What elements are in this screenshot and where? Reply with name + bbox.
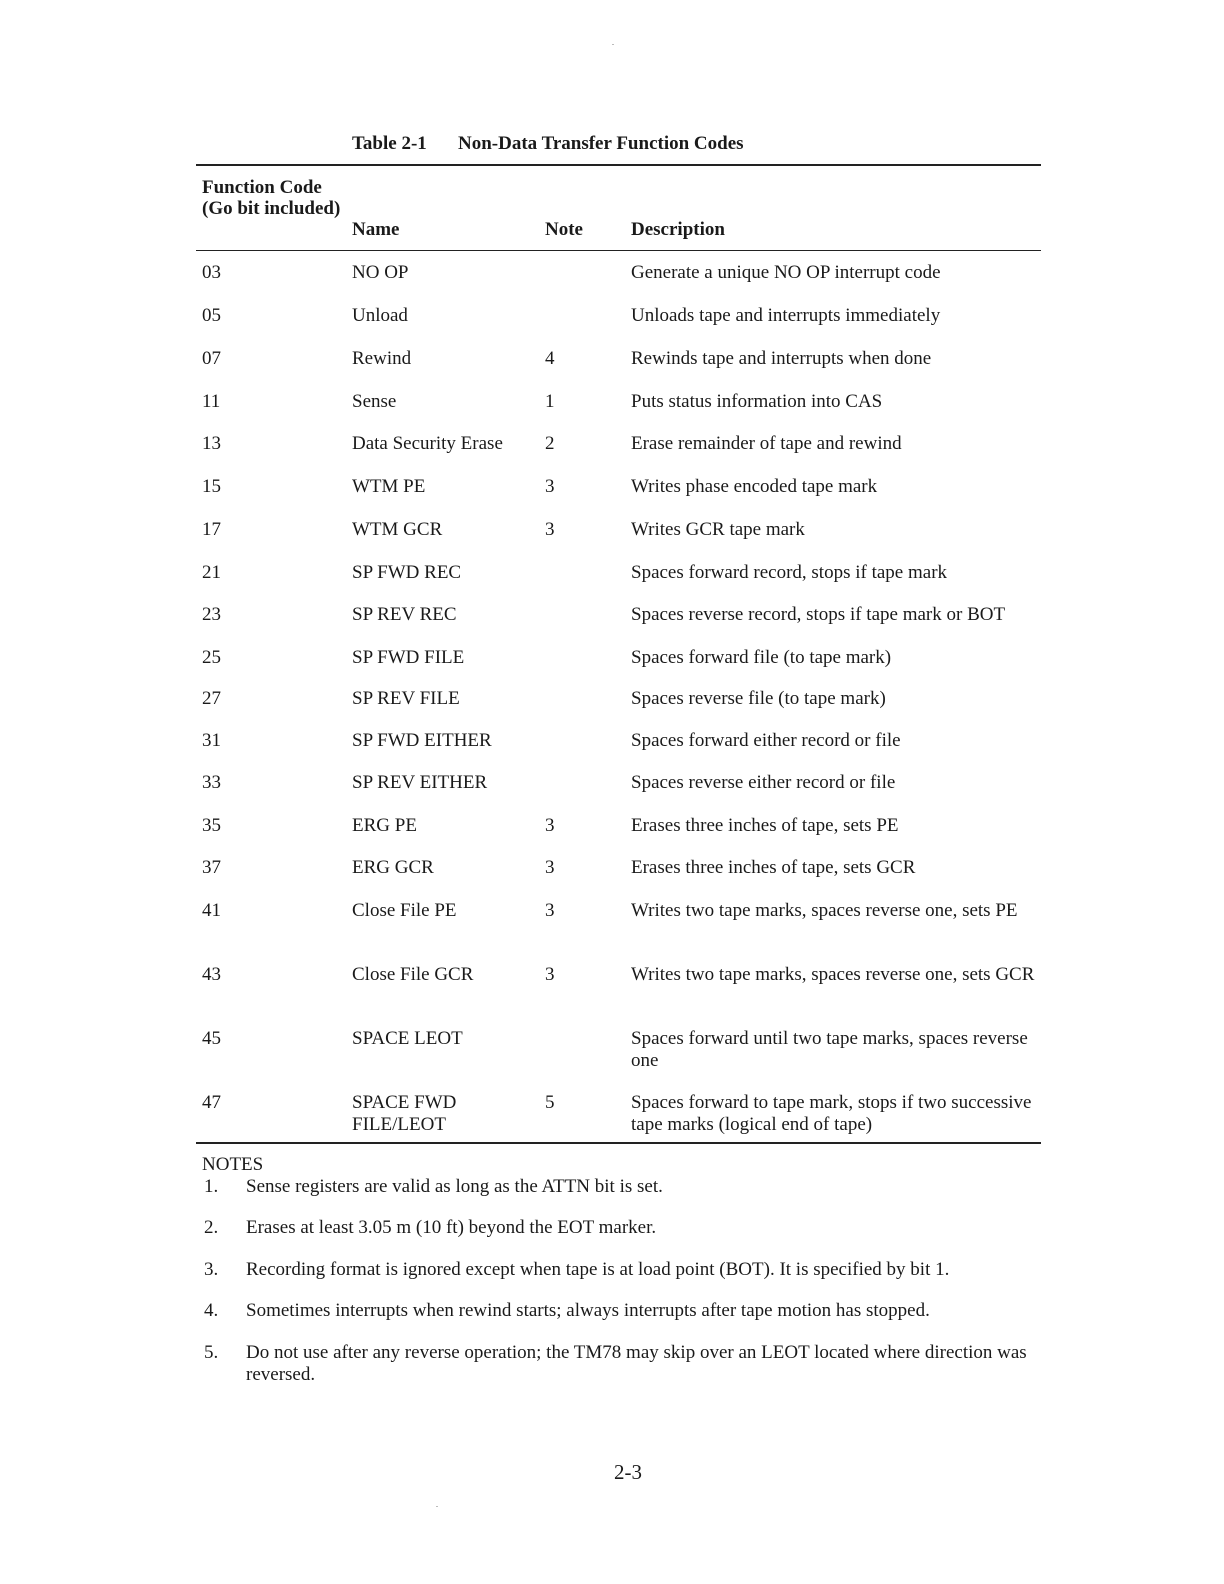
scan-speck [612, 44, 614, 45]
table-bottom-rule [196, 1142, 1041, 1144]
note-number: 4. [204, 1300, 219, 1321]
function-code-cell: 07 [202, 348, 221, 369]
name-cell: SP FWD FILE [352, 647, 465, 668]
name-cell: Unload [352, 305, 408, 326]
note-text: Recording format is ignored except when tape is at load point (BOT). It is specified by bit 1. [246, 1259, 950, 1280]
function-code-cell: 35 [202, 815, 221, 836]
function-code-cell: 25 [202, 647, 221, 668]
function-code-cell: 03 [202, 262, 221, 283]
note-cell: 3 [545, 519, 555, 540]
description-cell: Writes GCR tape mark [631, 519, 805, 540]
name-cell: ERG PE [352, 815, 417, 836]
name-cell: Data Security Erase [352, 433, 503, 454]
description-cell: Writes two tape marks, spaces reverse one, sets GCR [631, 964, 1035, 985]
description-cell: Rewinds tape and interrupts when done [631, 348, 932, 369]
name-cell: WTM PE [352, 476, 426, 497]
name-cell: SPACE LEOT [352, 1028, 463, 1049]
function-code-cell: 21 [202, 562, 221, 583]
note-cell: 2 [545, 433, 555, 454]
description-cell: Writes phase encoded tape mark [631, 476, 878, 497]
notes-title: NOTES [202, 1154, 264, 1175]
description-cell: Writes two tape marks, spaces reverse one, sets PE [631, 900, 1018, 921]
function-code-cell: 17 [202, 519, 221, 540]
name-cell: SPACE FWD FILE/LEOT [352, 1092, 457, 1135]
table-caption-title: Non-Data Transfer Function Codes [458, 133, 744, 154]
note-number: 3. [204, 1259, 219, 1280]
name-cell: WTM GCR [352, 519, 443, 540]
description-cell: Erase remainder of tape and rewind [631, 433, 902, 454]
description-cell: Spaces forward to tape mark, stops if two successive tape marks (logical end of tape) [631, 1092, 1032, 1135]
function-code-cell: 41 [202, 900, 221, 921]
description-cell: Puts status information into CAS [631, 391, 883, 412]
function-code-cell: 43 [202, 964, 221, 985]
name-cell: SP FWD REC [352, 562, 462, 583]
function-code-cell: 23 [202, 604, 221, 625]
description-cell: Spaces reverse record, stops if tape mark or BOT [631, 604, 1006, 625]
description-cell: Spaces forward file (to tape mark) [631, 647, 892, 668]
function-code-cell: 47 [202, 1092, 221, 1113]
header-description: Description [631, 219, 725, 240]
description-cell: Spaces forward until two tape marks, spaces reverse one [631, 1028, 1028, 1071]
note-number: 5. [204, 1342, 219, 1363]
table-caption [352, 133, 744, 155]
function-code-cell: 33 [202, 772, 221, 793]
table-header-rule [196, 250, 1041, 251]
description-cell: Spaces forward either record or file [631, 730, 901, 751]
scan-speck [436, 1506, 438, 1507]
note-cell: 3 [545, 964, 555, 985]
page-number: 2-3 [614, 1460, 642, 1484]
name-cell: Close File PE [352, 900, 457, 921]
name-cell: Close File GCR [352, 964, 474, 985]
name-cell: Rewind [352, 348, 412, 369]
note-number: 1. [204, 1176, 219, 1197]
note-cell: 3 [545, 857, 555, 878]
note-number: 2. [204, 1217, 219, 1238]
note-text: Sometimes interrupts when rewind starts; always interrupts after tape motion has stopped. [246, 1300, 930, 1321]
name-cell: SP REV EITHER [352, 772, 488, 793]
description-cell: Spaces reverse file (to tape mark) [631, 688, 886, 709]
function-code-cell: 37 [202, 857, 221, 878]
table-caption-number: Table 2-1 [352, 133, 427, 154]
note-cell: 3 [545, 476, 555, 497]
note-cell: 5 [545, 1092, 555, 1113]
function-code-cell: 11 [202, 391, 221, 412]
function-code-cell: 31 [202, 730, 221, 751]
function-code-cell: 27 [202, 688, 221, 709]
note-cell: 3 [545, 900, 555, 921]
note-cell: 3 [545, 815, 555, 836]
note-text: Erases at least 3.05 m (10 ft) beyond the EOT marker. [246, 1217, 657, 1238]
name-cell: NO OP [352, 262, 409, 283]
note-text: Sense registers are valid as long as the ATTN bit is set. [246, 1176, 663, 1197]
function-code-cell: 13 [202, 433, 221, 454]
description-cell: Erases three inches of tape, sets GCR [631, 857, 916, 878]
description-cell: Unloads tape and interrupts immediately [631, 305, 941, 326]
note-text: Do not use after any reverse operation; the TM78 may skip over an LEOT located where direction was reversed. [246, 1342, 1027, 1385]
function-code-cell: 15 [202, 476, 221, 497]
name-cell: SP REV FILE [352, 688, 460, 709]
name-cell: SP FWD EITHER [352, 730, 492, 751]
header-function-code: Function Code (Go bit included) [202, 177, 341, 219]
header-note: Note [545, 219, 583, 240]
function-code-cell: 05 [202, 305, 221, 326]
name-cell: SP REV REC [352, 604, 457, 625]
description-cell: Erases three inches of tape, sets PE [631, 815, 899, 836]
description-cell: Spaces reverse either record or file [631, 772, 896, 793]
name-cell: Sense [352, 391, 397, 412]
note-cell: 1 [545, 391, 555, 412]
table-top-rule [196, 164, 1041, 166]
name-cell: ERG GCR [352, 857, 434, 878]
function-code-cell: 45 [202, 1028, 221, 1049]
header-name: Name [352, 219, 400, 240]
note-cell: 4 [545, 348, 555, 369]
description-cell: Generate a unique NO OP interrupt code [631, 262, 941, 283]
description-cell: Spaces forward record, stops if tape mark [631, 562, 948, 583]
